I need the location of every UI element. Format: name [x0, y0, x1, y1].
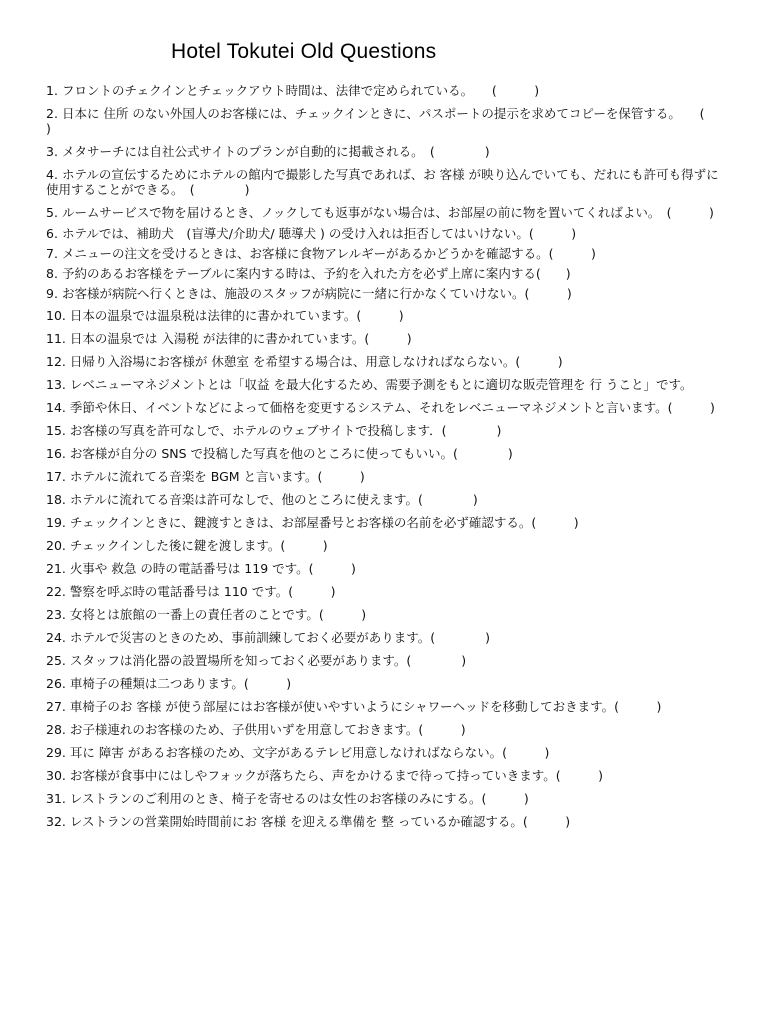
question-item: [46, 164, 728, 202]
question-number: 6.: [46, 226, 58, 241]
question-item: [46, 604, 728, 627]
question-number: 11.: [46, 331, 66, 346]
question-item: [46, 265, 728, 285]
question-text: メタサーチには自社公式サイトのプランが自動的に掲載される。 ( ): [61, 144, 490, 159]
question-text: お客様の写真を許可なしで、ホテルのウェブサイトで投稿します．( ): [69, 423, 502, 438]
question-item: [46, 80, 728, 103]
question-number: 26.: [46, 676, 66, 691]
question-number: 27.: [46, 699, 66, 714]
question-text: チェックインした後に鍵を渡します。( ): [69, 538, 328, 553]
question-number: 16.: [46, 446, 66, 461]
question-number: 28.: [46, 722, 66, 737]
question-item: [46, 512, 728, 535]
question-number: 4.: [46, 167, 58, 182]
question-text: 日本の温泉では 入湯税 が法律的に書かれています。( ): [69, 331, 412, 346]
question-text: お客様が自分の SNS で投稿した写真を他のところに使ってもいい。( ): [69, 446, 513, 461]
question-item: [46, 225, 728, 245]
question-item: [46, 420, 728, 443]
question-text: 警察を呼ぶ時の電話番号は 110 です。( ): [69, 584, 336, 599]
question-text: ホテルに流れてる音楽は許可なしで、他のところに使えます。( ): [69, 492, 478, 507]
question-number: 18.: [46, 492, 66, 507]
question-item: [46, 305, 728, 328]
question-item: [46, 627, 728, 650]
question-item: [46, 285, 728, 305]
question-number: 14.: [46, 400, 66, 415]
question-number: 13.: [46, 377, 66, 392]
question-text: 耳に 障害 があるお客様のため、文字があるテレビ用意しなければならない。( ): [69, 745, 550, 760]
question-number: 25.: [46, 653, 66, 668]
question-text: 予約のあるお客様をテーブルに案内する時は、予約を入れた方を必ず上席に案内する( ): [61, 266, 571, 281]
question-text: 車椅子のお 客様 が使う部屋にはお客様が使いやすいようにシャワーヘッドを移動しておきます。( ): [69, 699, 662, 714]
question-item: [46, 811, 728, 834]
question-text: ホテルでは、補助犬 (盲導犬/介助犬/ 聴導犬 ) の受け入れは拒否してはいけない。( ): [61, 226, 577, 241]
question-number: 3.: [46, 144, 58, 159]
question-item: [46, 141, 728, 164]
question-text: メニューの注文を受けるときは、お客様に食物アレルギーがあるかどうかを確認する。( ): [61, 246, 596, 261]
question-item: [46, 466, 728, 489]
question-item: [46, 673, 728, 696]
question-text: お客様が病院へ行くときは、施設のスタッフが病院に一緒に行かなくていけない。( ): [61, 286, 572, 301]
question-number: 7.: [46, 246, 58, 261]
question-text: ルームサービスで物を届けるとき、ノックしても返事がない場合は、お部屋の前に物を置いてくればよい。 ( ): [61, 205, 714, 220]
question-item: [46, 202, 728, 225]
question-number: 23.: [46, 607, 66, 622]
question-text: 火事や 救急 の時の電話番号は 119 です。( ): [69, 561, 356, 576]
question-item: [46, 328, 728, 351]
question-number: 2.: [46, 106, 58, 121]
question-item: [46, 351, 728, 374]
question-item: [46, 650, 728, 673]
question-text: 季節や休日、イベントなどによって価格を変更するシステム、それをレベニューマネジメントと言います。( ): [69, 400, 715, 415]
question-number: 9.: [46, 286, 58, 301]
question-number: 24.: [46, 630, 66, 645]
question-list: [46, 80, 755, 834]
question-number: 30.: [46, 768, 66, 783]
question-number: 22.: [46, 584, 66, 599]
question-number: 20.: [46, 538, 66, 553]
question-number: 31.: [46, 791, 66, 806]
question-text: 車椅子の種類は二つあります。( ): [69, 676, 292, 691]
question-item: [46, 397, 728, 420]
question-number: 10.: [46, 308, 66, 323]
question-number: 8.: [46, 266, 58, 281]
question-text: 日帰り入浴場にお客様が 休憩室 を希望する場合は、用意しなければならない。( ): [69, 354, 563, 369]
question-number: 21.: [46, 561, 66, 576]
question-item: [46, 443, 728, 466]
question-number: 17.: [46, 469, 66, 484]
question-text: お客様が食事中にはしやフォックが落ちたら、声をかけるまで待って持っていきます。( ): [69, 768, 604, 783]
question-text: レベニューマネジメントとは「収益 を最大化するため、需要予測をもとに適切な販売管理を 行 うこと」です。: [69, 377, 693, 392]
question-item: [46, 719, 728, 742]
page-title: Hotel Tokutei Old Questions: [171, 40, 437, 63]
question-item: [46, 245, 728, 265]
question-text: 女将とは旅館の一番上の責任者のことです。( ): [69, 607, 367, 622]
question-text: 日本に 住所 のない外国人のお客様には、チェックインときに、パスポートの提示を求めてコピーを保管する。 ( ): [46, 106, 755, 136]
question-item: [46, 535, 728, 558]
question-item: [46, 765, 728, 788]
question-item: [46, 558, 728, 581]
question-text: ホテルの宣伝するためにホテルの館内で撮影した写真であれば、お 客様 が映り込んでいても、だれにも許可も得ずに使用することができる。 ( ): [46, 167, 719, 197]
question-text: チェックインときに、鍵渡すときは、お部屋番号とお客様の名前を必ず確認する。( ): [69, 515, 579, 530]
question-number: 15.: [46, 423, 66, 438]
question-text: スタッフは消化器の設置場所を知っておく必要があります。( ): [69, 653, 467, 668]
question-number: 32.: [46, 814, 66, 829]
question-text: ホテルで災害のときのため、事前訓練しておく必要があります。( ): [69, 630, 491, 645]
question-item: [46, 103, 755, 141]
question-number: 19.: [46, 515, 66, 530]
question-number: 12.: [46, 354, 66, 369]
question-text: 日本の温泉では温泉税は法律的に書かれています。( ): [69, 308, 404, 323]
question-item: [46, 742, 728, 765]
question-item: [46, 374, 728, 397]
question-number: 29.: [46, 745, 66, 760]
question-item: [46, 581, 728, 604]
question-text: フロントのチェクインとチェックアウト時間は、法律で定められている。 ( ): [61, 83, 540, 98]
question-text: お子様連れのお客様のため、子供用いずを用意しておきます。( ): [69, 722, 466, 737]
question-number: 5.: [46, 205, 58, 220]
question-item: [46, 788, 728, 811]
question-number: 1.: [46, 83, 58, 98]
question-text: ホテルに流れてる音楽を BGM と言います。( ): [69, 469, 365, 484]
question-text: レストランの営業開始時間前にお 客様 を迎える準備を 整 っているか確認する。( ): [69, 814, 571, 829]
question-item: [46, 489, 728, 512]
question-text: レストランのご利用のとき、椅子を寄せるのは女性のお客様のみにする。( ): [69, 791, 529, 806]
question-item: [46, 696, 728, 719]
